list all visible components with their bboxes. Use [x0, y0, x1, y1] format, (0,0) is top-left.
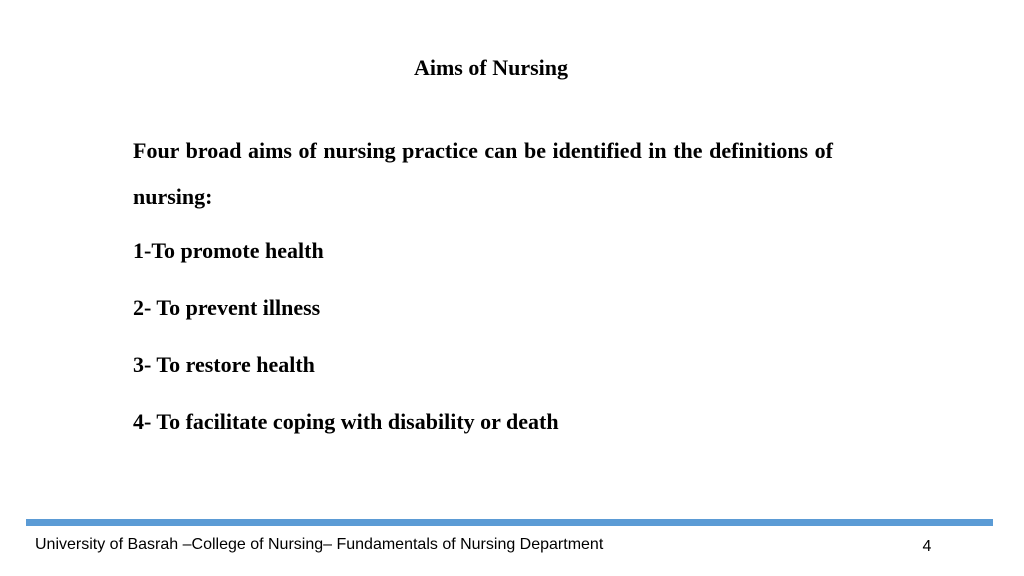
intro-paragraph: Four broad aims of nursing practice can be identified in the definitions of nursing: [133, 138, 833, 209]
slide-title: Aims of Nursing [413, 55, 568, 80]
aim-item: 4- To facilitate coping with disability or death [133, 409, 559, 434]
aim-item: 3- To restore health [133, 352, 315, 377]
footer-text: University of Basrah –College of Nursing– Fundamentals of Nursing Department [35, 536, 604, 553]
footer-divider-bar [26, 519, 993, 526]
aim-item: 2- To prevent illness [133, 295, 321, 320]
slide-content [133, 128, 833, 434]
page-number: 4 [922, 538, 932, 555]
aim-item: 1-To promote health [133, 238, 324, 263]
